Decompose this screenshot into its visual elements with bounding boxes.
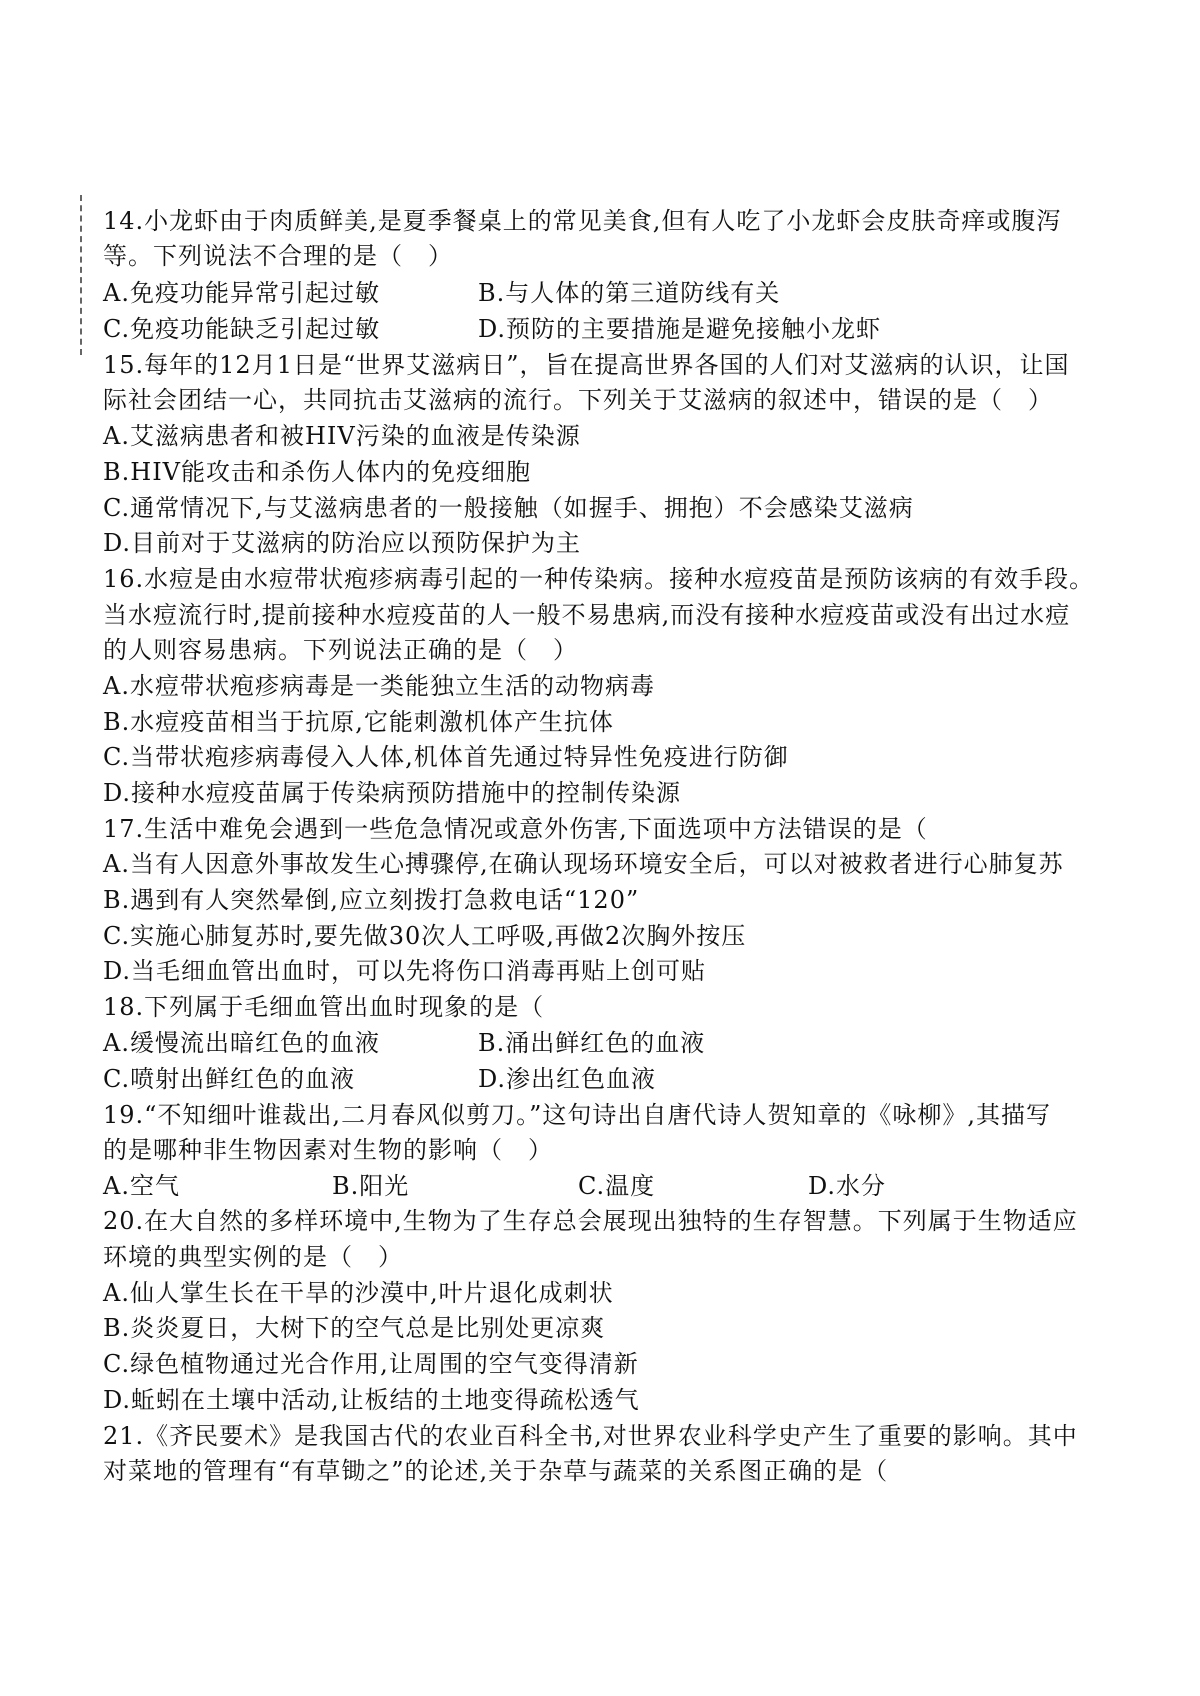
- q19-stem-line1: 19.“不知细叶谁裁出,二月春风似剪刀。”这句诗出自唐代诗人贺知章的《咏柳》,其描写: [103, 1101, 1051, 1129]
- q15-stem-line1: 15.每年的12月1日是“世界艾滋病日”，旨在提高世界各国的人们对艾滋病的认识，让国: [103, 351, 1070, 379]
- q19-option-a: A.空气: [103, 1172, 180, 1200]
- q14-option-c: C.免疫功能缺乏引起过敏: [103, 315, 381, 343]
- q15-option-c: C.通常情况下,与艾滋病患者的一般接触（如握手、拥抱）不会感染艾滋病: [103, 494, 914, 522]
- q16-stem-line3: 的人则容易患病。下列说法正确的是（ ）: [103, 636, 578, 664]
- q15-option-a: A.艾滋病患者和被HIV污染的血液是传染源: [103, 422, 581, 450]
- q20-stem-line1: 20.在大自然的多样环境中,生物为了生存总会展现出独特的生存智慧。下列属于生物适应: [103, 1207, 1078, 1235]
- q21-stem-line2: 对菜地的管理有“有草锄之”的论述,关于杂草与蔬菜的关系图正确的是（: [103, 1457, 889, 1485]
- q19-option-c: C.温度: [578, 1172, 656, 1200]
- q21-stem-line1: 21.《齐民要术》是我国古代的农业百科全书,对世界农业科学史产生了重要的影响。其中: [103, 1422, 1078, 1450]
- q18-option-d: D.渗出红色血液: [478, 1065, 657, 1093]
- q19-stem-line2: 的是哪种非生物因素对生物的影响（ ）: [103, 1136, 553, 1164]
- binding-dashed-line: [80, 195, 82, 355]
- q15-option-b: B.HIV能攻击和杀伤人体内的免疫细胞: [103, 458, 532, 486]
- q17-option-d: D.当毛细血管出血时，可以先将伤口消毒再贴上创可贴: [103, 957, 707, 985]
- q16-option-c: C.当带状疱疹病毒侵入人体,机体首先通过特异性免疫进行防御: [103, 743, 789, 771]
- q17-option-c: C.实施心肺复苏时,要先做30次人工呼吸,再做2次胸外按压: [103, 922, 747, 950]
- q14-option-b: B.与人体的第三道防线有关: [478, 279, 781, 307]
- q18-option-c: C.喷射出鲜红色的血液: [103, 1065, 356, 1093]
- q20-option-d: D.蚯蚓在土壤中活动,让板结的土地变得疏松透气: [103, 1386, 640, 1414]
- q17-option-a: A.当有人因意外事故发生心搏骤停,在确认现场环境安全后，可以对被救者进行心肺复苏: [103, 850, 1064, 878]
- q14-option-a: A.免疫功能异常引起过敏: [103, 279, 380, 307]
- q18-stem-line1: 18.下列属于毛细血管出血时现象的是（: [103, 993, 545, 1021]
- q20-option-b: B.炎炎夏日，大树下的空气总是比别处更凉爽: [103, 1314, 606, 1342]
- q17-stem-line1: 17.生活中难免会遇到一些危急情况或意外伤害,下面选项中方法错误的是（: [103, 815, 928, 843]
- q14-stem-line2: 等。下列说法不合理的是（ ）: [103, 242, 453, 270]
- q16-option-a: A.水痘带状疱疹病毒是一类能独立生活的动物病毒: [103, 672, 655, 700]
- q17-option-b: B.遇到有人突然晕倒,应立刻拨打急救电话“120”: [103, 886, 640, 914]
- q15-stem-line2: 际社会团结一心，共同抗击艾滋病的流行。下列关于艾滋病的叙述中，错误的是（ ）: [103, 386, 1053, 414]
- q15-option-d: D.目前对于艾滋病的防治应以预防保护为主: [103, 529, 582, 557]
- q16-stem-line1: 16.水痘是由水痘带状疱疹病毒引起的一种传染病。接种水痘疫苗是预防该病的有效手段。: [103, 565, 1095, 593]
- q16-stem-line2: 当水痘流行时,提前接种水痘疫苗的人一般不易患病,而没有接种水痘疫苗或没有出过水痘: [103, 601, 1071, 629]
- q19-option-d: D.水分: [808, 1172, 887, 1200]
- q20-option-a: A.仙人掌生长在干旱的沙漠中,叶片退化成刺状: [103, 1279, 614, 1307]
- q19-option-b: B.阳光: [332, 1172, 410, 1200]
- q14-option-d: D.预防的主要措施是避免接触小龙虾: [478, 315, 882, 343]
- q20-stem-line2: 环境的典型实例的是（ ）: [103, 1243, 403, 1271]
- q20-option-c: C.绿色植物通过光合作用,让周围的空气变得清新: [103, 1350, 639, 1378]
- q16-option-b: B.水痘疫苗相当于抗原,它能刺激机体产生抗体: [103, 708, 614, 736]
- q18-option-a: A.缓慢流出暗红色的血液: [103, 1029, 380, 1057]
- q18-option-b: B.涌出鲜红色的血液: [478, 1029, 706, 1057]
- q14-stem-line1: 14.小龙虾由于肉质鲜美,是夏季餐桌上的常见美食,但有人吃了小龙虾会皮肤奇痒或腹泻: [103, 207, 1062, 235]
- q16-option-d: D.接种水痘疫苗属于传染病预防措施中的控制传染源: [103, 779, 682, 807]
